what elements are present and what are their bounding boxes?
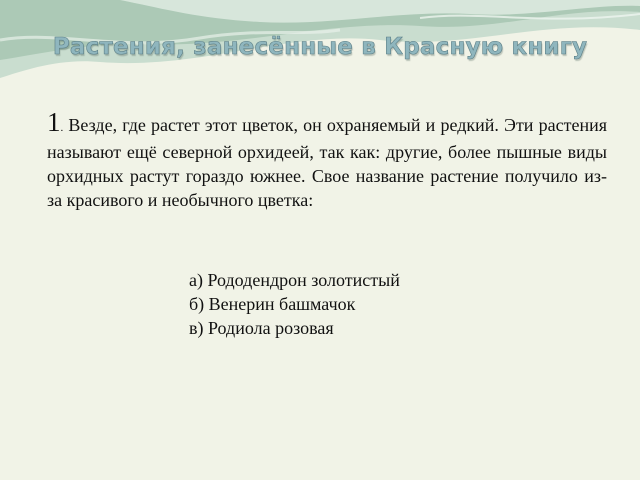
answer-option-c: в) Родиола розовая <box>189 318 334 338</box>
question-text-block <box>47 107 607 212</box>
question-number: 1 <box>47 107 61 137</box>
slide-title: Растения, занесённые в Красную книгу <box>52 34 588 60</box>
answer-options-list <box>189 268 400 340</box>
question-body: Везде, где растет этот цветок, он охраняемый и редкий. Эти растения называют ещё северной орхидеей, так как: другие, более пышные виды орхидных растут гораздо южнее. Свое название растение получило из-за красивого и необычного цветка: <box>47 115 607 210</box>
answer-option-b: б) Венерин башмачок <box>189 294 356 314</box>
question-number-dot: . <box>60 122 64 134</box>
answer-option-a: а) Рододендрон золотистый <box>189 270 400 290</box>
